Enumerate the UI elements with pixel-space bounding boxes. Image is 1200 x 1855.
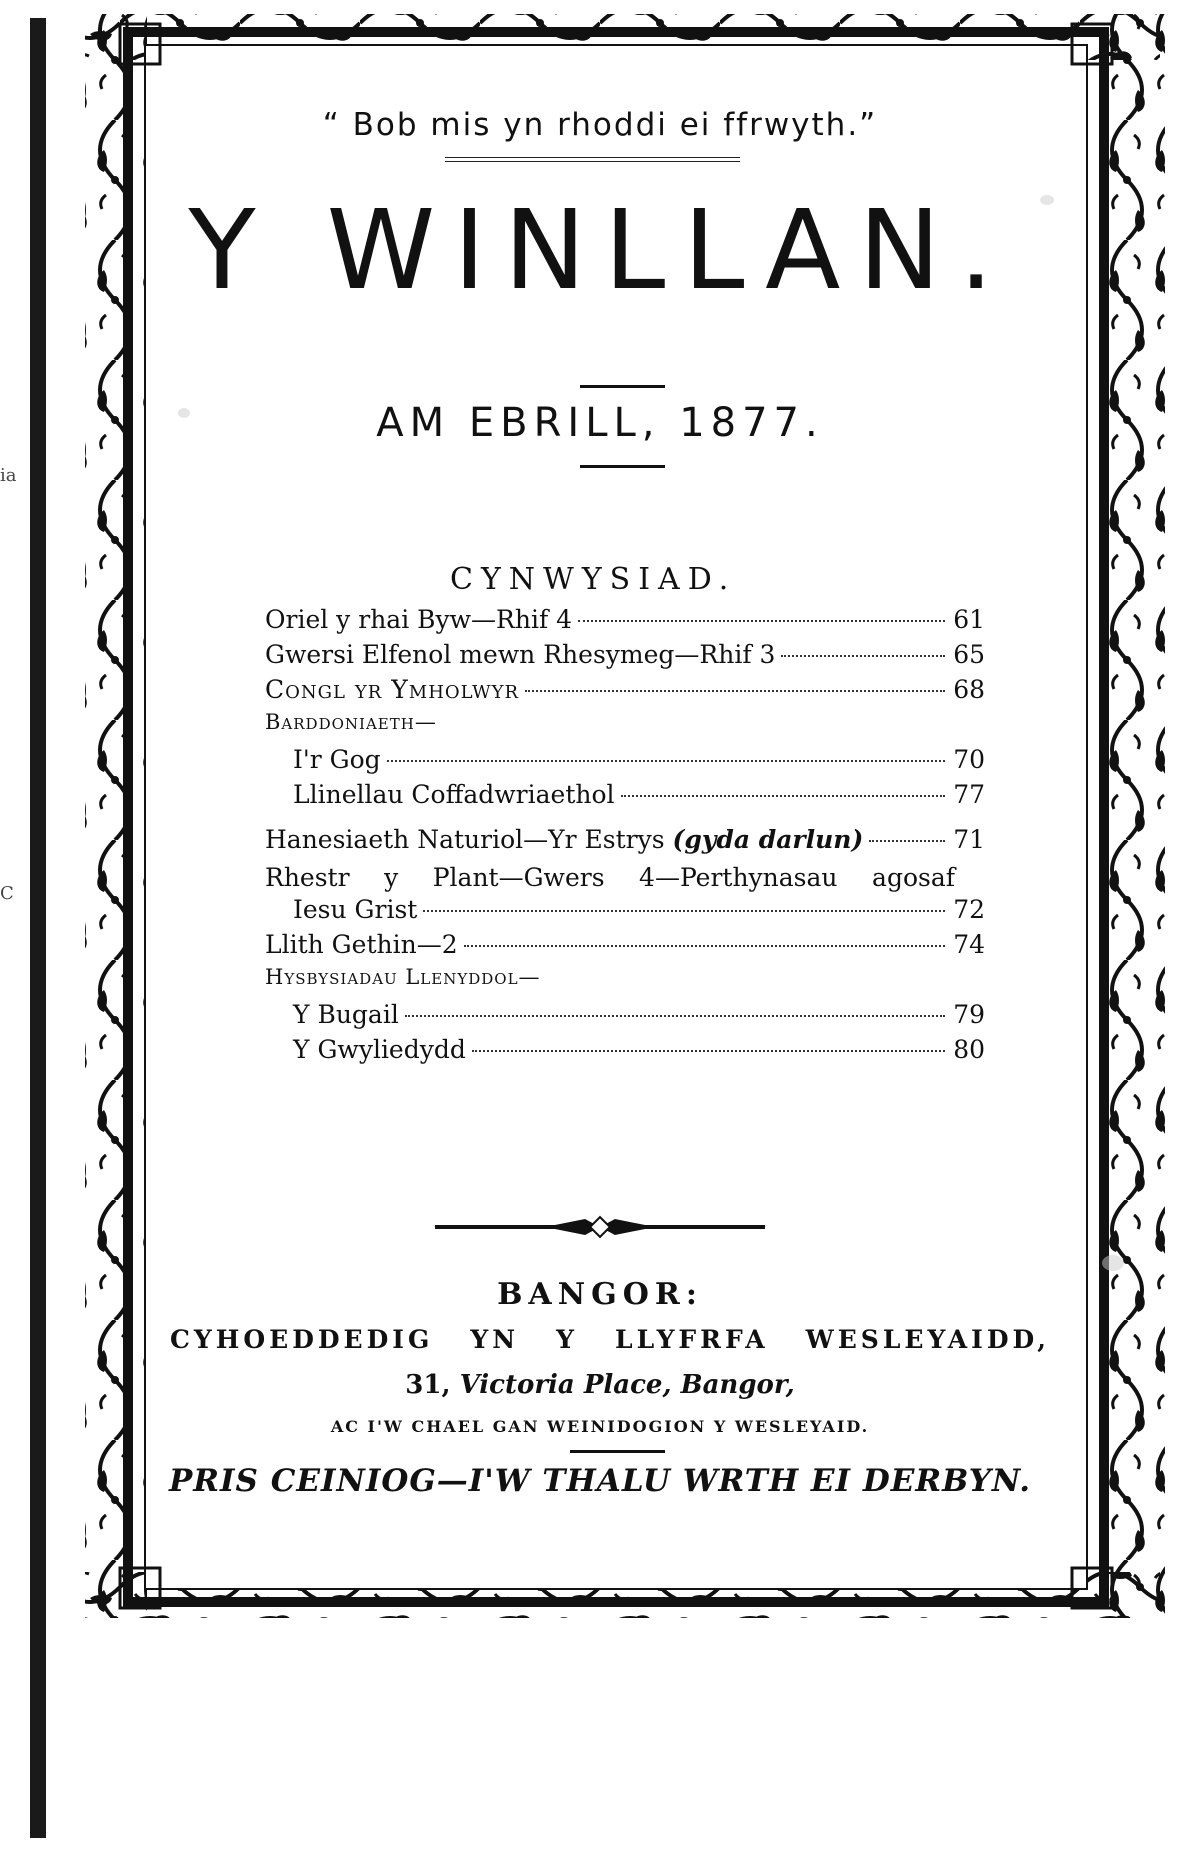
issue-date: AM EBRILL, 1877.: [376, 400, 824, 446]
toc-title: Llinellau Coffadwriaethol: [293, 780, 615, 809]
toc-page: 72: [953, 895, 985, 924]
toc-entry: [265, 930, 985, 965]
motto-rule: [445, 157, 740, 162]
toc-title: Iesu Grist: [293, 895, 418, 924]
toc-page: 74: [953, 930, 985, 959]
price-line: PRIS CEINIOG—I'W THALU WRTH EI DERBYN.: [168, 1463, 1032, 1499]
toc-page: 79: [953, 1000, 985, 1029]
edge-fragment-text: ia: [0, 465, 17, 486]
toc-note: (gyda darlun): [672, 825, 864, 854]
toc-page: 65: [953, 640, 985, 669]
toc-section-heading: Barddoniaeth—: [265, 710, 437, 734]
toc-title: Y Gwyliedydd: [293, 1035, 466, 1064]
distribution-note: AC I'W CHAEL GAN WEINIDOGION Y WESLEYAID.: [330, 1417, 870, 1436]
toc-section-heading: Hysbysiadau Llenyddol—: [265, 965, 541, 989]
toc-entry: [265, 825, 985, 860]
publisher-line: CYHOEDDEDIG YN Y LLYFRFA WESLEYAIDD,: [170, 1325, 1050, 1354]
date-rule-top: [580, 385, 665, 388]
toc-page: 71: [953, 825, 985, 854]
toc-title: I'r Gog: [293, 745, 381, 774]
toc-title: Llith Gethin—2: [265, 930, 458, 959]
edge-fragment-text: C: [0, 883, 14, 904]
table-of-contents: [265, 605, 985, 1070]
toc-title: Y Bugail: [293, 1000, 399, 1029]
toc-entry: [265, 605, 985, 640]
toc-page: 61: [953, 605, 985, 634]
toc-entry: [265, 780, 985, 815]
toc-title: Oriel y rhai Byw—Rhif 4: [265, 605, 573, 634]
toc-page: 77: [953, 780, 985, 809]
publisher-city: BANGOR:: [497, 1277, 703, 1312]
date-rule-bottom: [580, 465, 665, 468]
toc-entry: [265, 1035, 985, 1070]
toc-entry-first-line: Rhestr y Plant—Gwers 4—Perthynasau agosaf: [265, 863, 955, 892]
motto: “ Bob mis yn rhoddi ei ffrwyth.”: [322, 107, 878, 143]
toc-entry: [265, 675, 985, 710]
magazine-title: Y WINLLAN.: [188, 186, 1012, 314]
toc-page: 80: [953, 1035, 985, 1064]
contents-heading: CYNWYSIAD.: [450, 562, 737, 597]
toc-entry: [265, 895, 985, 930]
toc-title: Congl yr Ymholwyr: [265, 675, 520, 704]
cover-page: [150, 95, 1050, 1515]
publisher-address: 31, Victoria Place, Bangor,: [405, 1370, 795, 1400]
toc-page: 68: [953, 675, 985, 704]
toc-entry: [265, 640, 985, 675]
toc-page: 70: [953, 745, 985, 774]
toc-title: Hanesiaeth Naturiol—Yr Estrys (gyda darlun): [265, 825, 864, 854]
price-rule: [570, 1450, 665, 1453]
toc-title: Gwersi Elfenol mewn Rhesymeg—Rhif 3: [265, 640, 776, 669]
decorative-divider-ornament: [435, 1215, 765, 1239]
toc-entry: [265, 745, 985, 780]
toc-entry: [265, 1000, 985, 1035]
paper-speck: [1102, 1255, 1124, 1271]
